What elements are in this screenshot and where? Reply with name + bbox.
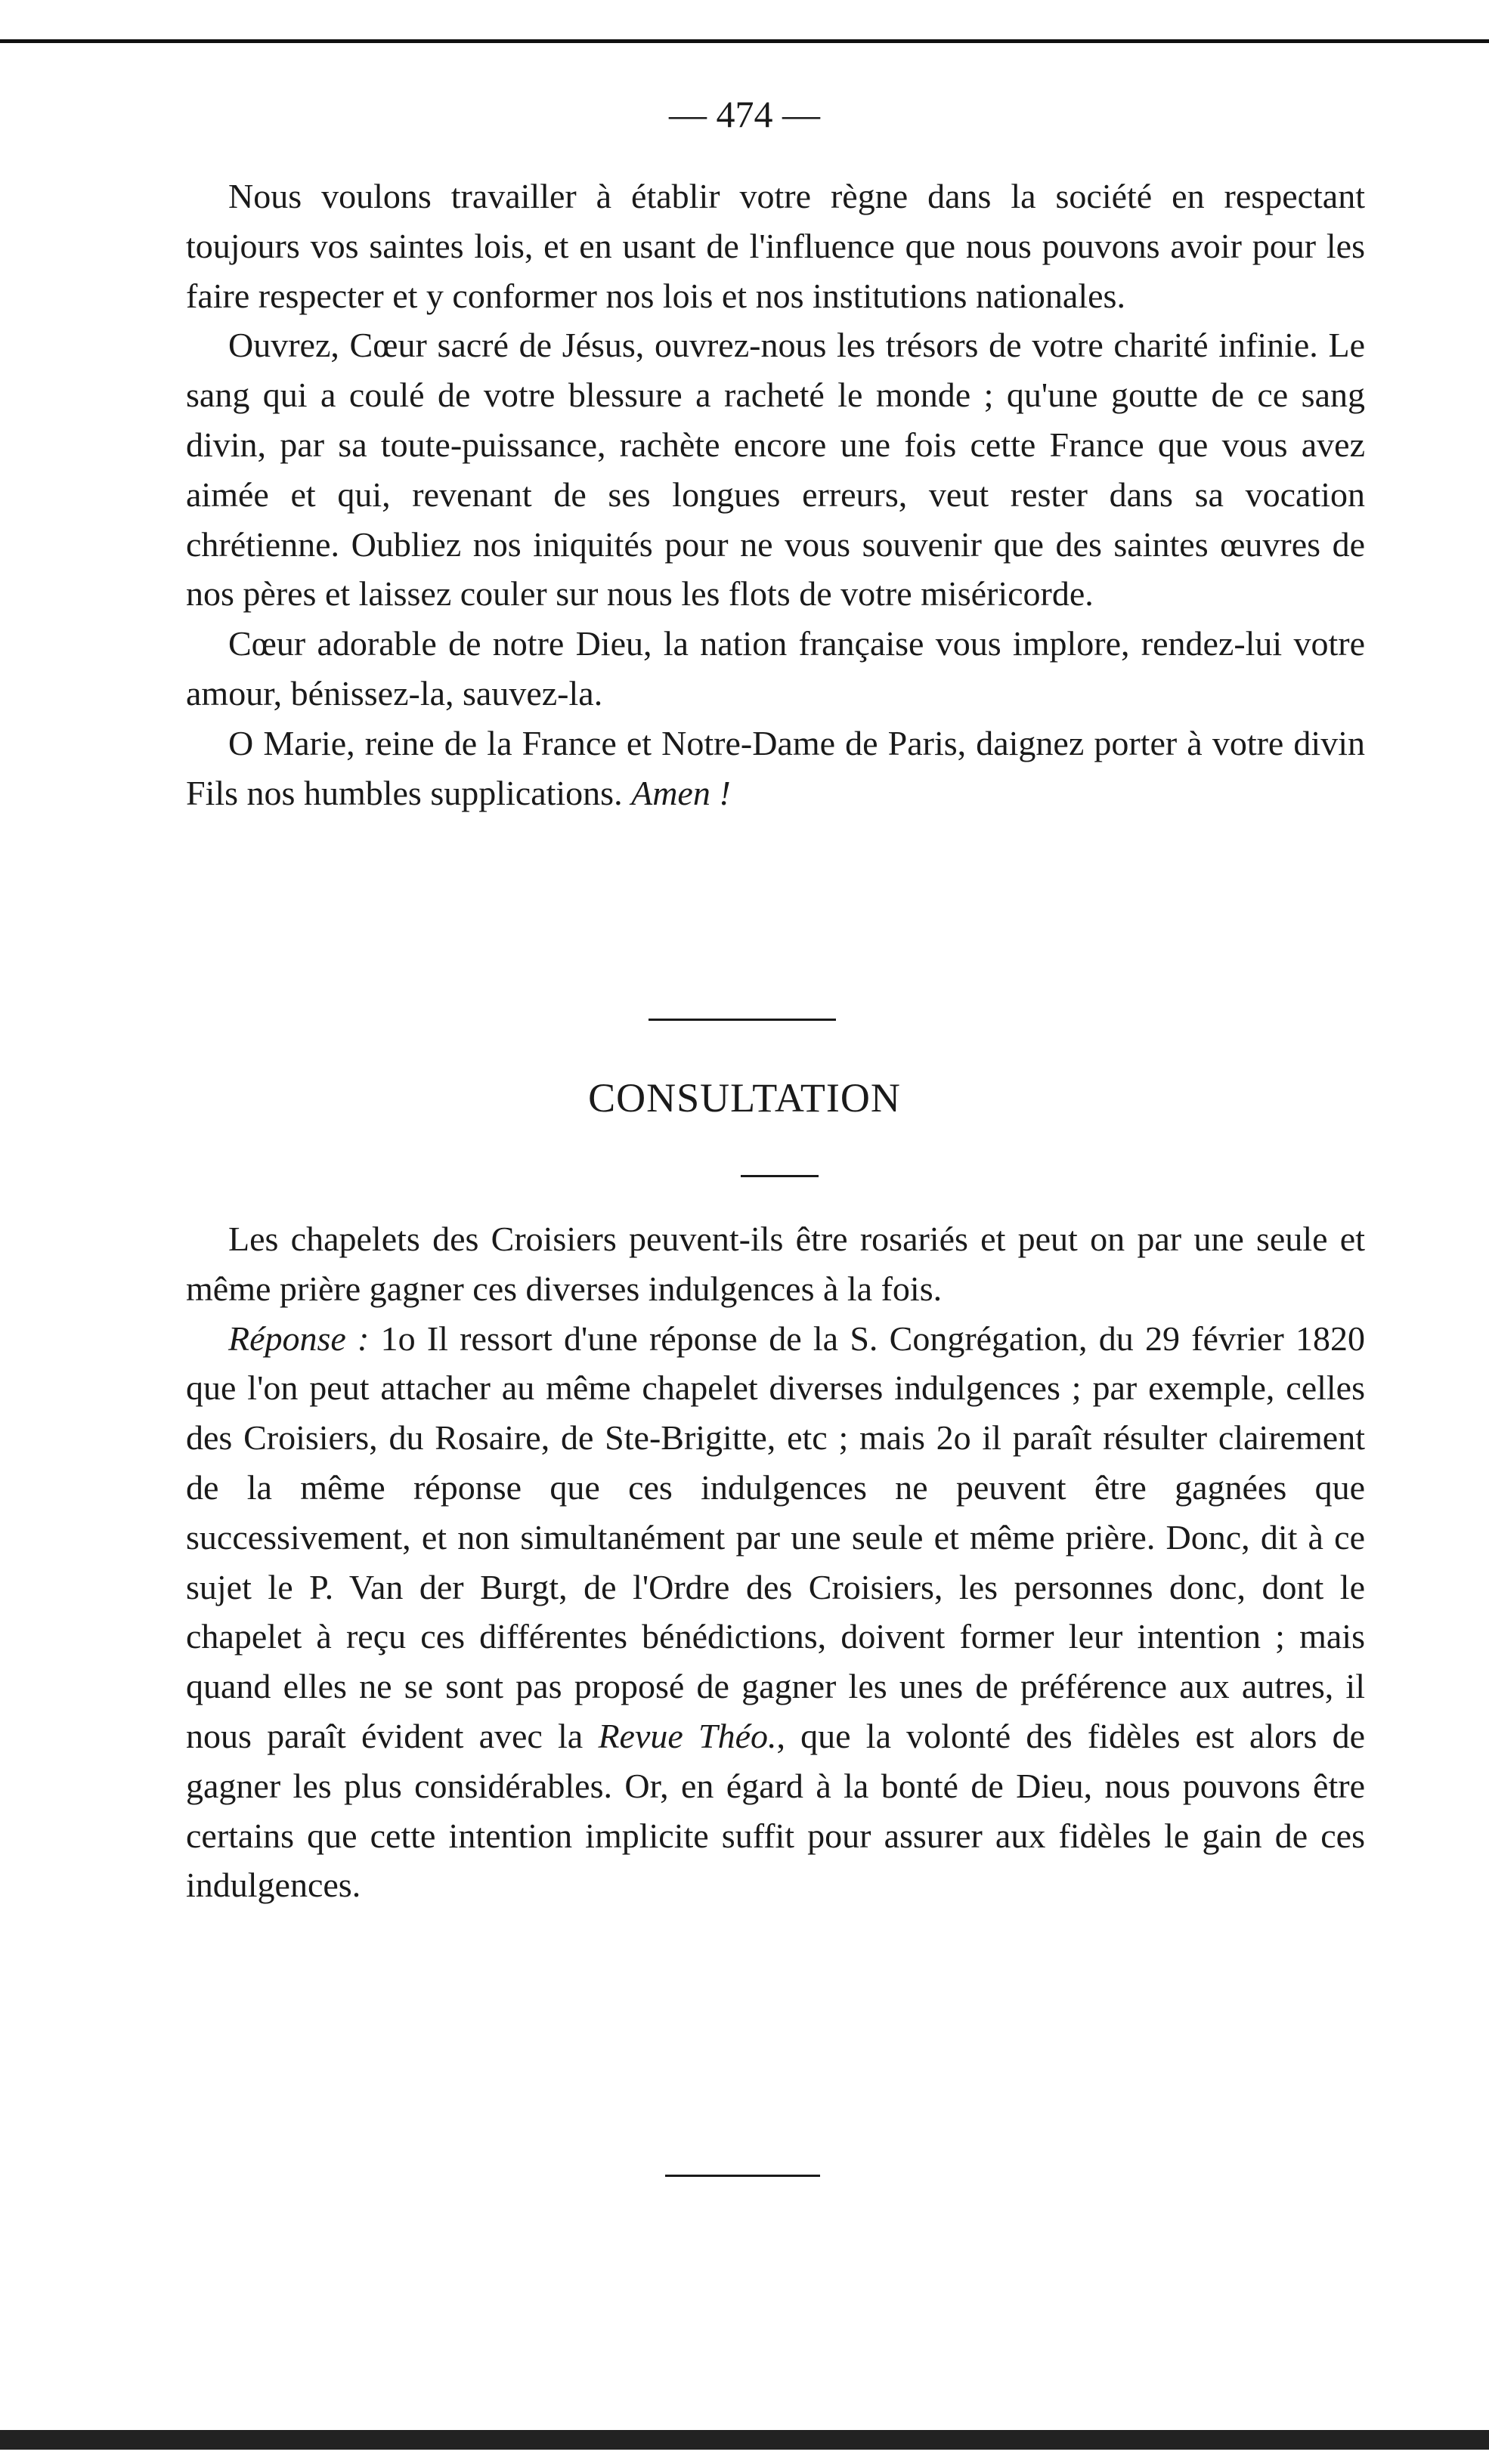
answer-paragraph [186, 1314, 1365, 1911]
page-number-header: — 474 — [669, 93, 820, 135]
prayer-closing-text: O Marie, reine de la France et Notre-Dame de Paris, daignez porter à votre divin Fils nos humbles supplications. [186, 723, 1365, 812]
answer-text-continued: , que la volonté des fidèles est alors de gagner les plus considérables. Or, en égard à la bonté de Dieu, nous pouvons être certains que cette intention implicite suffit pour assurer aux fidèles le gain de ces indulgences. [186, 1716, 1365, 1905]
answer-label: Réponse : [228, 1319, 370, 1358]
end-divider [665, 2175, 820, 2177]
bottom-border-rule [0, 2430, 1489, 2450]
prayer-paragraph [186, 719, 1365, 818]
journal-name: Revue Théo. [598, 1716, 777, 1755]
consultation-text [186, 1214, 1365, 1910]
question-paragraph: Les chapelets des Croisiers peuvent-ils être rosariés et peut on par une seule et même prière gagner ces diverses indulgences à la fois. [186, 1220, 1365, 1308]
title-underline [741, 1175, 819, 1177]
section-divider [649, 1019, 836, 1021]
amen-text: Amen ! [631, 773, 731, 812]
answer-text: 1o Il ressort d'une réponse de la S. Congrégation, du 29 février 1820 que l'on peut attacher au même chapelet diverses indulgences ; par exemple, celles des Croisiers, du Rosaire, de Ste-Brigitte, etc ; mais 2o il paraît résulter clairement de la même réponse que ces indulgences ne peuvent être gagnées que successivement, et non simultanément par une seule et même prière. Donc, dit à ce sujet le P. Van der Burgt, de l'Ordre des Croisiers, les personnes donc, dont le chapelet à reçu ces différentes bénédictions, doivent former leur intention ; mais quand elles ne se sont pas proposé de gagner les unes de préférence aux autres, il nous paraît évident avec la [186, 1319, 1366, 1755]
prayer-paragraph: Ouvrez, Cœur sacré de Jésus, ouvrez-nous les trésors de votre charité infinie. Le sang qui a coulé de votre blessure a racheté le monde ; qu'une goutte de ce sang divin, par sa toute-puissance, rachète encore une fois cette France que vous avez aimée et qui, revenant de ses longues erreurs, veut rester dans sa vocation chrétienne. Oubliez nos iniquités pour ne vous souvenir que des saintes œuvres de nos pères et laissez couler sur nous les flots de votre miséricorde. [186, 326, 1365, 614]
prayer-paragraph: Cœur adorable de notre Dieu, la nation française vous implore, rendez-lui votre amour, bénissez-la, sauvez-la. [186, 624, 1365, 713]
top-border-rule [0, 39, 1489, 43]
prayer-text [186, 172, 1365, 818]
prayer-paragraph: Nous voulons travailler à établir votre règne dans la société en respectant toujours vos saintes lois, et en usant de l'influence que nous pouvons avoir pour les faire respecter et y conformer nos lois et nos institutions nationales. [186, 177, 1365, 315]
section-title: CONSULTATION [588, 1075, 901, 1121]
